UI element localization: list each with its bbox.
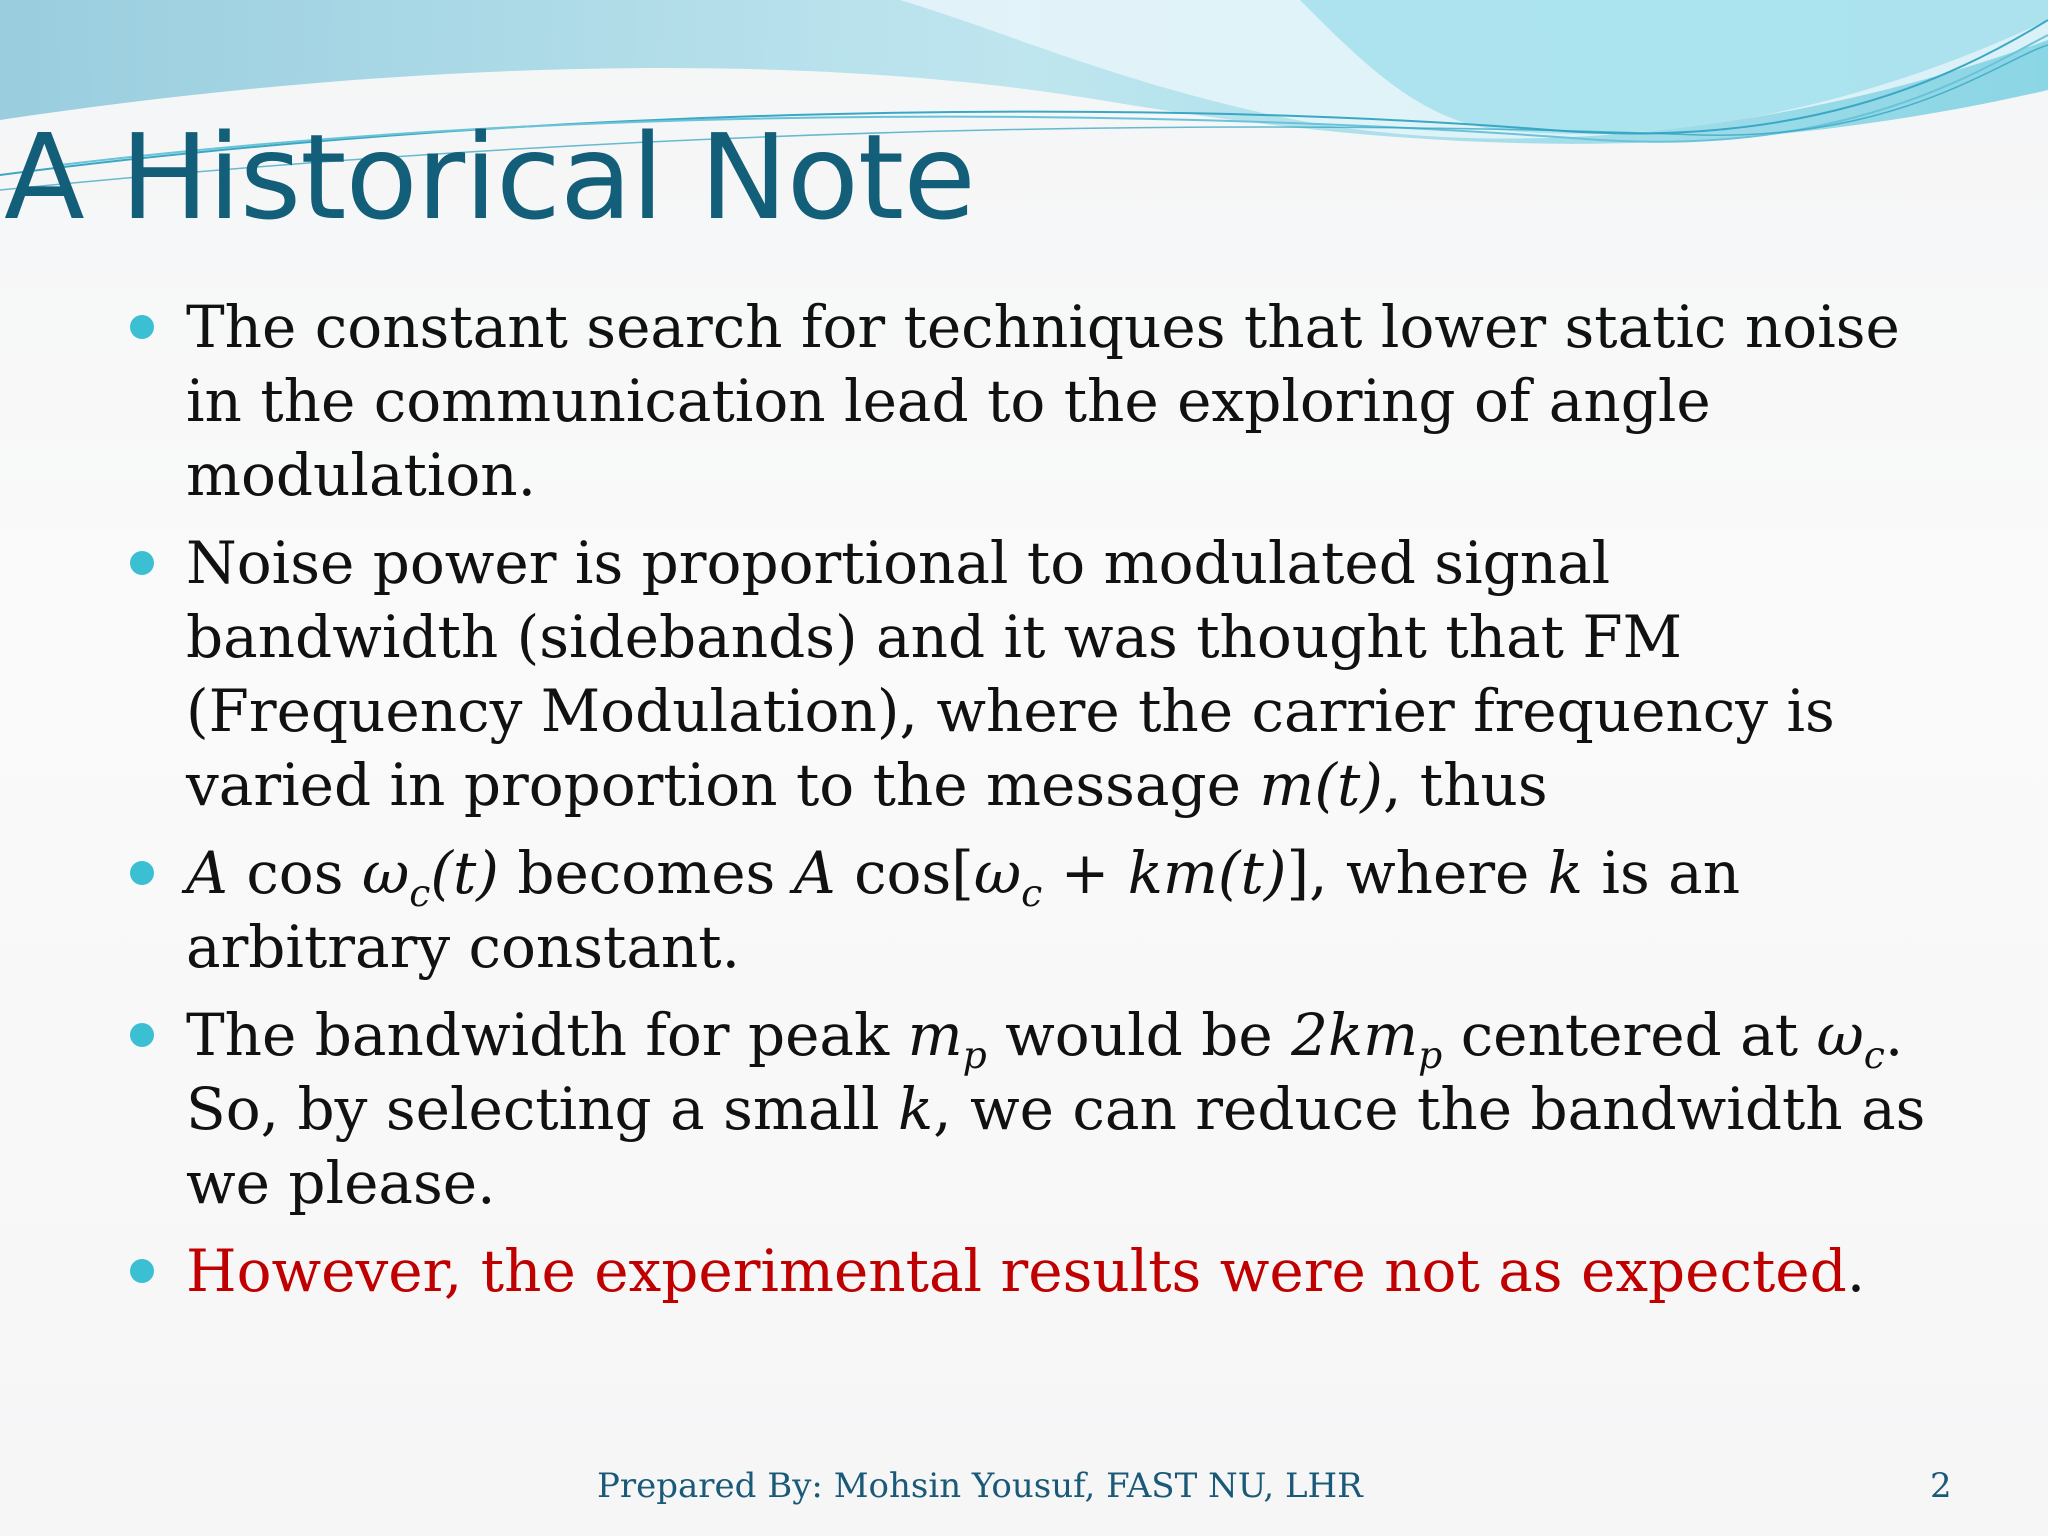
- math-subscript: p: [1418, 1033, 1443, 1078]
- math-operator: +: [1042, 839, 1128, 907]
- bullet-text: .: [1846, 1237, 1866, 1305]
- math-subscript: c: [1021, 871, 1043, 916]
- math-expression: 2km: [1291, 1001, 1419, 1069]
- bullet-item-1: [130, 290, 1930, 512]
- math-subscript: c: [1863, 1033, 1885, 1078]
- math-function: cos: [246, 839, 344, 907]
- bullet-dot-icon: [130, 861, 154, 885]
- page-number: 2: [1930, 1466, 1952, 1506]
- math-expression: m(t): [1259, 751, 1383, 819]
- math-symbol: k: [897, 1075, 934, 1143]
- bullet-text: So, by selecting a small: [186, 1075, 898, 1143]
- math-expression: km(t): [1127, 839, 1287, 907]
- bullet-text: , we can reduce the bandwidth as we please.: [186, 1075, 1926, 1217]
- math-symbol: k: [1547, 839, 1583, 907]
- math-symbol: A: [186, 839, 228, 907]
- math-symbol: m: [907, 1001, 963, 1069]
- bullet-text: The constant search for techniques that lower static noise in the communication lead to the exploring of angle modulation.: [186, 293, 1900, 509]
- bullet-dot-icon: [130, 315, 154, 339]
- footer-credit: Prepared By: Mohsin Yousuf, FAST NU, LHR: [597, 1466, 1363, 1506]
- bullet-item-2: [130, 526, 1930, 822]
- bullet-list: [130, 290, 1930, 1322]
- math-subscript: p: [962, 1033, 987, 1078]
- bullet-text: , where: [1309, 839, 1548, 907]
- bullet-text: .: [1884, 1001, 1904, 1069]
- math-symbol: ω: [361, 839, 410, 907]
- bullet-text: becomes: [498, 839, 794, 907]
- math-expression: (t): [430, 839, 499, 907]
- bullet-text: centered at: [1442, 1001, 1817, 1069]
- bullet-text: would be: [986, 1001, 1292, 1069]
- bullet-text: is an arbitrary constant.: [186, 839, 1741, 981]
- math-symbol: ω: [1816, 1001, 1864, 1069]
- bullet-item-5: [130, 1234, 1930, 1308]
- math-subscript: c: [409, 871, 431, 916]
- math-symbol: ω: [973, 839, 1022, 907]
- highlighted-text: However, the experimental results were not as expected: [186, 1237, 1847, 1305]
- bullet-dot-icon: [130, 1023, 154, 1047]
- bullet-text: , thus: [1382, 751, 1548, 819]
- bullet-text: The bandwidth for peak: [186, 1001, 908, 1069]
- math-function: cos[: [854, 839, 974, 907]
- bullet-dot-icon: [130, 1259, 154, 1283]
- bullet-dot-icon: [130, 551, 154, 575]
- bullet-item-3: [130, 836, 1930, 984]
- bullet-item-4: [130, 998, 1930, 1220]
- math-bracket: ]: [1286, 839, 1310, 907]
- bullet-text: Noise power is proportional to modulated signal bandwidth (sidebands) and it was thought that FM (Frequency Modulation), where the carrier frequency is varied in proportion to the message: [186, 529, 1835, 819]
- math-symbol: A: [793, 839, 836, 907]
- slide-title: A Historical Note: [4, 108, 975, 246]
